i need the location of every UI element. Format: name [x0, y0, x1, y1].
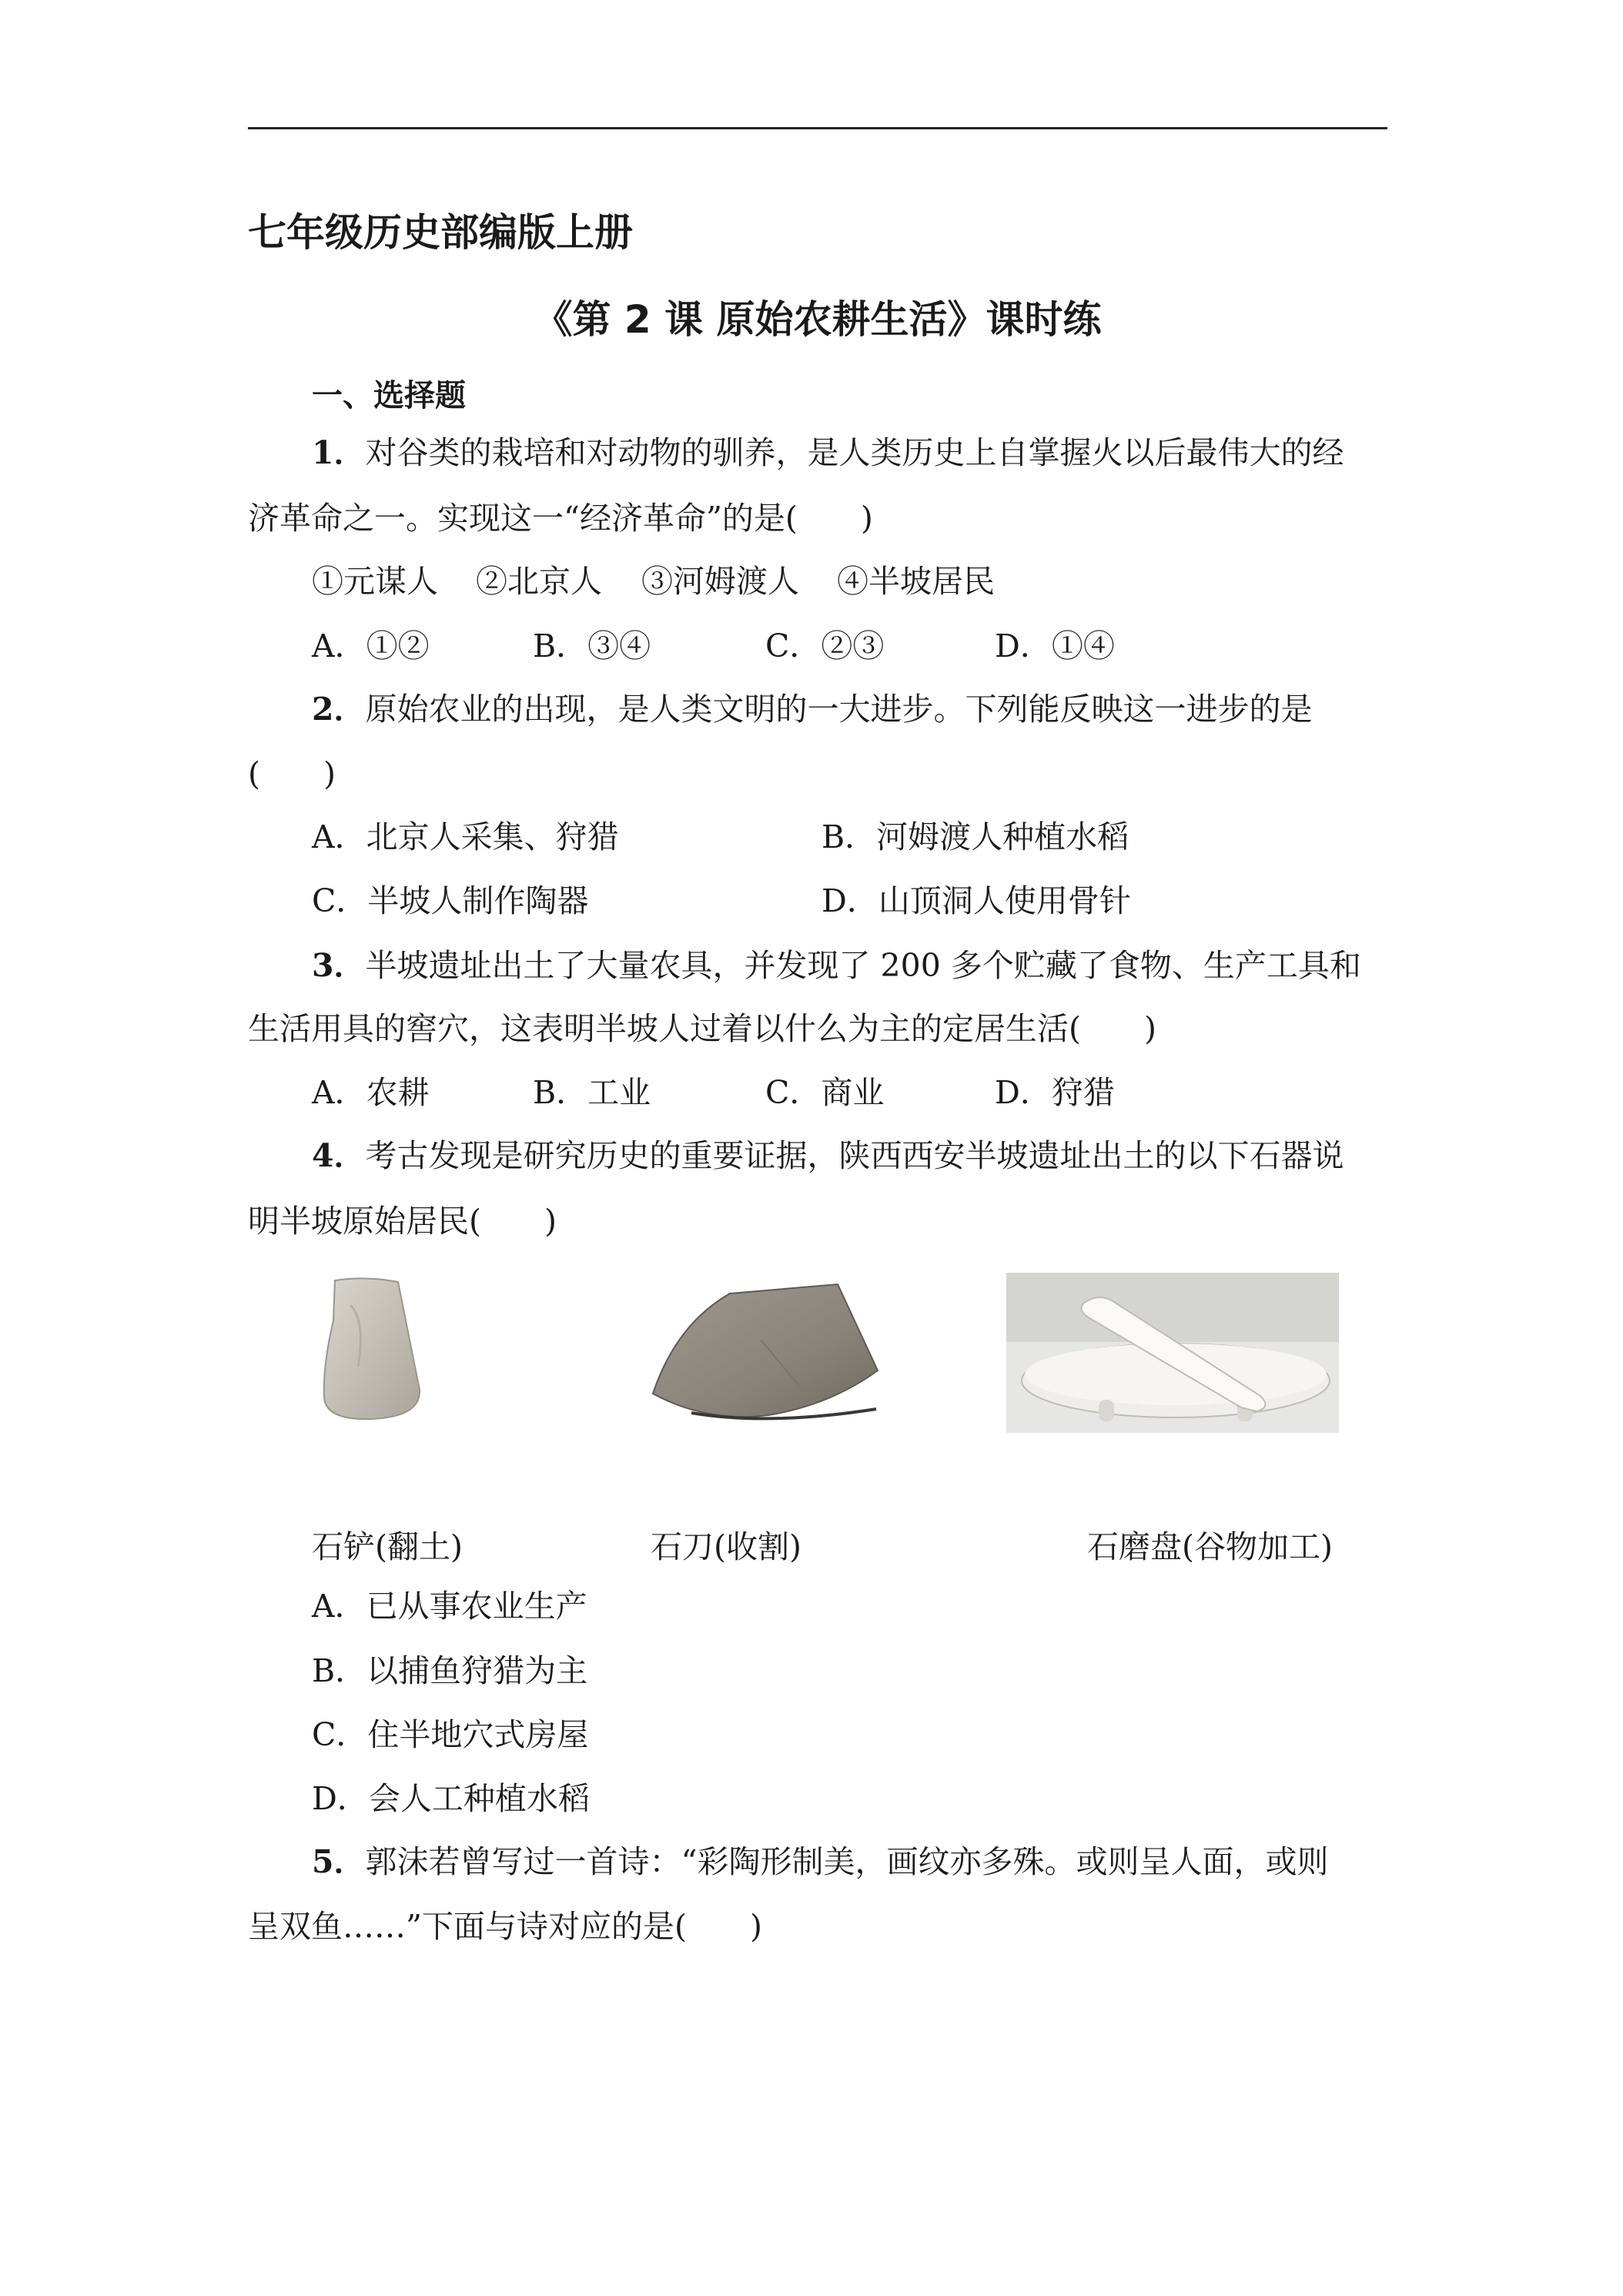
question-2-line-1: [312, 688, 1313, 731]
caption-stone-quern: 石磨盘(谷物加工): [1087, 1528, 1333, 1565]
question-2-option-c: C．半坡人制作陶器: [312, 882, 589, 919]
question-3-option-d: D．狩猎: [995, 1074, 1115, 1111]
question-stem: 郭沫若曾写过一首诗：“彩陶形制美，画纹亦多殊。或则呈人面，或则: [365, 1843, 1329, 1880]
question-1-item-2: ②北京人: [476, 563, 602, 600]
question-stem: 对谷类的栽培和对动物的驯养，是人类历史上自掌握火以后最伟大的经: [365, 434, 1344, 471]
question-1-option-c: C．②③: [765, 628, 885, 664]
question-1-line-1: [312, 431, 1344, 474]
question-stem: 半坡遗址出土了大量农具，并发现了 200 多个贮藏了食物、生产工具和: [365, 947, 1361, 984]
stone-quern-image: [1006, 1273, 1339, 1433]
question-3-option-b: B．工业: [533, 1074, 651, 1111]
document-title: 《第 2 课 原始农耕生活》课时练: [534, 297, 1102, 342]
question-3-option-c: C．商业: [765, 1074, 885, 1111]
question-1-option-d: D．①④: [995, 628, 1115, 664]
question-2-option-a: A．北京人采集、狩猎: [312, 818, 619, 855]
question-number: 5．: [312, 1843, 366, 1880]
question-4-option-d: D．会人工种植水稻: [312, 1780, 590, 1817]
question-1-item-3: ③河姆渡人: [641, 563, 799, 600]
question-number: 3．: [312, 947, 366, 984]
question-2-line-2: ( ): [248, 755, 336, 792]
stone-shovel-image: [312, 1274, 435, 1428]
question-stem: 原始农业的出现，是人类文明的一大进步。下列能反映这一进步的是: [365, 691, 1313, 728]
question-1-option-a: A．①②: [312, 628, 430, 664]
question-4-option-c: C．住半地穴式房屋: [312, 1716, 589, 1753]
question-4-line-2: 明半坡原始居民( ): [248, 1203, 557, 1240]
caption-stone-knife: 石刀(收割): [651, 1528, 801, 1565]
question-number: 1．: [312, 434, 366, 471]
question-2-option-b: B．河姆渡人种植水稻: [822, 818, 1129, 855]
question-4-option-a: A．已从事农业生产: [312, 1588, 587, 1625]
caption-stone-shovel: 石铲(翻土): [312, 1528, 463, 1565]
question-5-line-2: 呈双鱼……”下面与诗对应的是( ): [248, 1908, 762, 1945]
question-2-option-d: D．山顶洞人使用骨针: [822, 882, 1131, 919]
header-title: 七年级历史部编版上册: [248, 210, 633, 255]
question-number: 4．: [312, 1137, 366, 1174]
question-3-option-a: A．农耕: [312, 1074, 430, 1111]
question-1-item-4: ④半坡居民: [837, 563, 995, 600]
stone-knife-image: [645, 1278, 892, 1432]
question-1-item-1: ①元谋人: [312, 563, 438, 600]
question-number: 2．: [312, 691, 366, 728]
question-5-line-1: [312, 1840, 1329, 1883]
section-heading: 一、选择题: [312, 378, 466, 413]
question-1-option-b: B．③④: [533, 628, 651, 664]
question-3-line-1: [312, 944, 1361, 987]
header-rule: [248, 127, 1387, 129]
question-4-line-1: [312, 1134, 1344, 1177]
question-1-line-2: 济革命之一。实现这一“经济革命”的是( ): [248, 500, 873, 537]
question-4-option-b: B．以捕鱼狩猎为主: [312, 1652, 588, 1689]
question-stem: 考古发现是研究历史的重要证据，陕西西安半坡遗址出土的以下石器说: [365, 1137, 1344, 1174]
question-3-line-2: 生活用具的窖穴，这表明半坡人过着以什么为主的定居生活( ): [248, 1010, 1156, 1047]
